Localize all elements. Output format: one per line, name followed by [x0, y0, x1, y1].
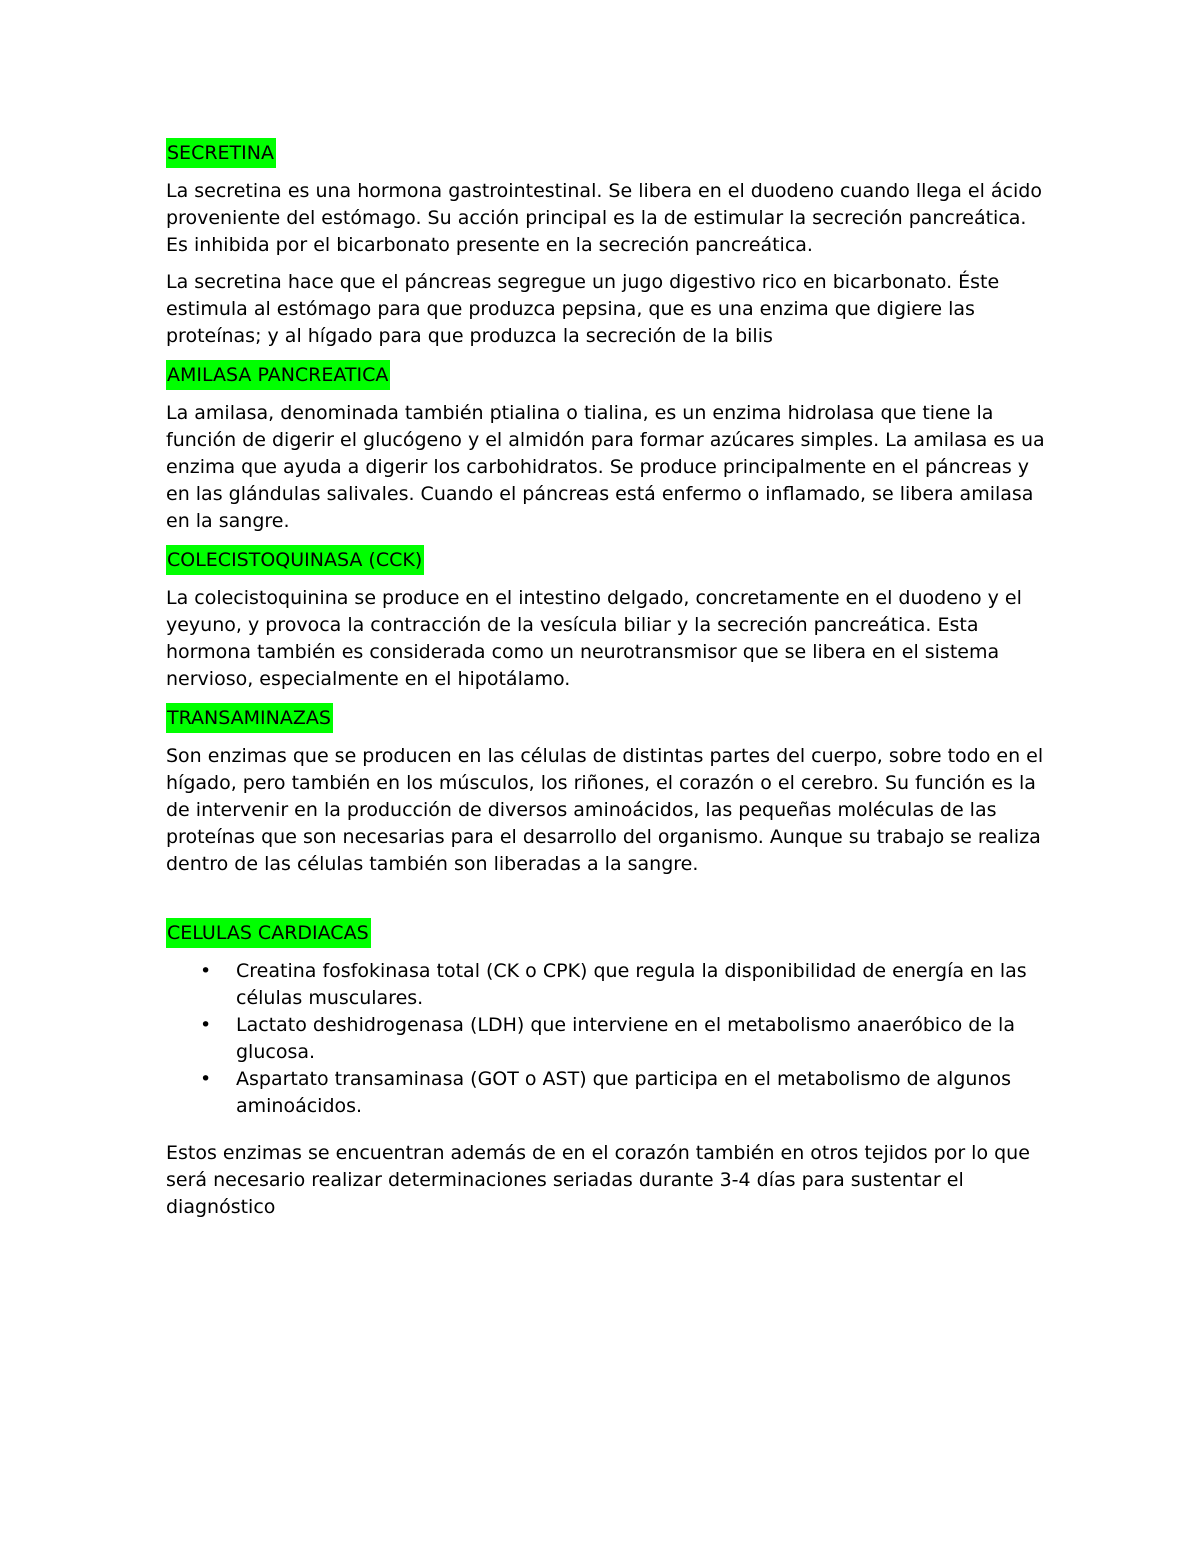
section-amilasa: [166, 360, 1046, 535]
section-celulas-cardiacas: [166, 918, 1046, 1221]
section-heading: TRANSAMINAZAS: [166, 703, 333, 733]
paragraph: La amilasa, denominada también ptialina o tialina, es un enzima hidrolasa que tiene la función de digerir el glucógeno y el almidón para formar azúcares simples. La amilasa es ua enzima que ayuda a digerir los carbohidratos. Se produce principalmente en el páncreas y en las glándulas salivales. Cuando el páncreas está enfermo o inflamado, se libera amilasa en la sangre.: [166, 402, 1045, 532]
section-secretina: [166, 138, 1046, 350]
paragraph: La secretina es una hormona gastrointestinal. Se libera en el duodeno cuando llega el ácido proveniente del estómago. Su acción principal es la de estimular la secreción pancreática. Es inhibida por el bicarbonato presente en la secreción pancreática.: [166, 180, 1042, 256]
section-colecistoquinasa: [166, 545, 1046, 693]
bullet-list: [166, 958, 1046, 1120]
list-item-text: Creatina fosfokinasa total (CK o CPK) que regula la disponibilidad de energía en las células musculares.: [236, 960, 1027, 1009]
list-item: [166, 1012, 1046, 1066]
paragraph: Son enzimas que se producen en las células de distintas partes del cuerpo, sobre todo en el hígado, pero también en los músculos, los riñones, el corazón o el cerebro. Su función es la de intervenir en la producción de diversos aminoácidos, las pequeñas moléculas de las proteínas que son necesarias para el desarrollo del organismo. Aunque su trabajo se realiza dentro de las células también son liberadas a la sangre.: [166, 745, 1044, 875]
document-body: [166, 138, 1046, 1221]
bullet-icon: •: [200, 1068, 212, 1090]
list-item: [166, 958, 1046, 1012]
paragraph: Estos enzimas se encuentran además de en el corazón también en otros tejidos por lo que será necesario realizar determinaciones seriadas durante 3-4 días para sustentar el diagnóstico: [166, 1142, 1030, 1218]
list-item-text: Aspartato transaminasa (GOT o AST) que participa en el metabolismo de algunos aminoácidos.: [236, 1068, 1011, 1117]
section-transaminazas: [166, 703, 1046, 878]
bullet-icon: •: [200, 960, 212, 982]
paragraph: La colecistoquinina se produce en el intestino delgado, concretamente en el duodeno y el yeyuno, y provoca la contracción de la vesícula biliar y la secreción pancreática. Esta hormona también es considerada como un neurotransmisor que se libera en el sistema nervioso, especialmente en el hipotálamo.: [166, 587, 1022, 690]
list-item-text: Lactato deshidrogenasa (LDH) que interviene en el metabolismo anaeróbico de la glucosa.: [236, 1014, 1015, 1063]
bullet-icon: •: [200, 1014, 212, 1036]
section-heading: SECRETINA: [166, 138, 276, 168]
section-heading: CELULAS CARDIACAS: [166, 918, 371, 948]
section-heading: COLECISTOQUINASA (CCK): [166, 545, 424, 575]
list-item: [166, 1066, 1046, 1120]
paragraph: La secretina hace que el páncreas segregue un jugo digestivo rico en bicarbonato. Éste estimula al estómago para que produzca pepsina, que es una enzima que digiere las proteínas; y al hígado para que produzca la secreción de la bilis: [166, 271, 1000, 347]
section-heading: AMILASA PANCREATICA: [166, 360, 390, 390]
